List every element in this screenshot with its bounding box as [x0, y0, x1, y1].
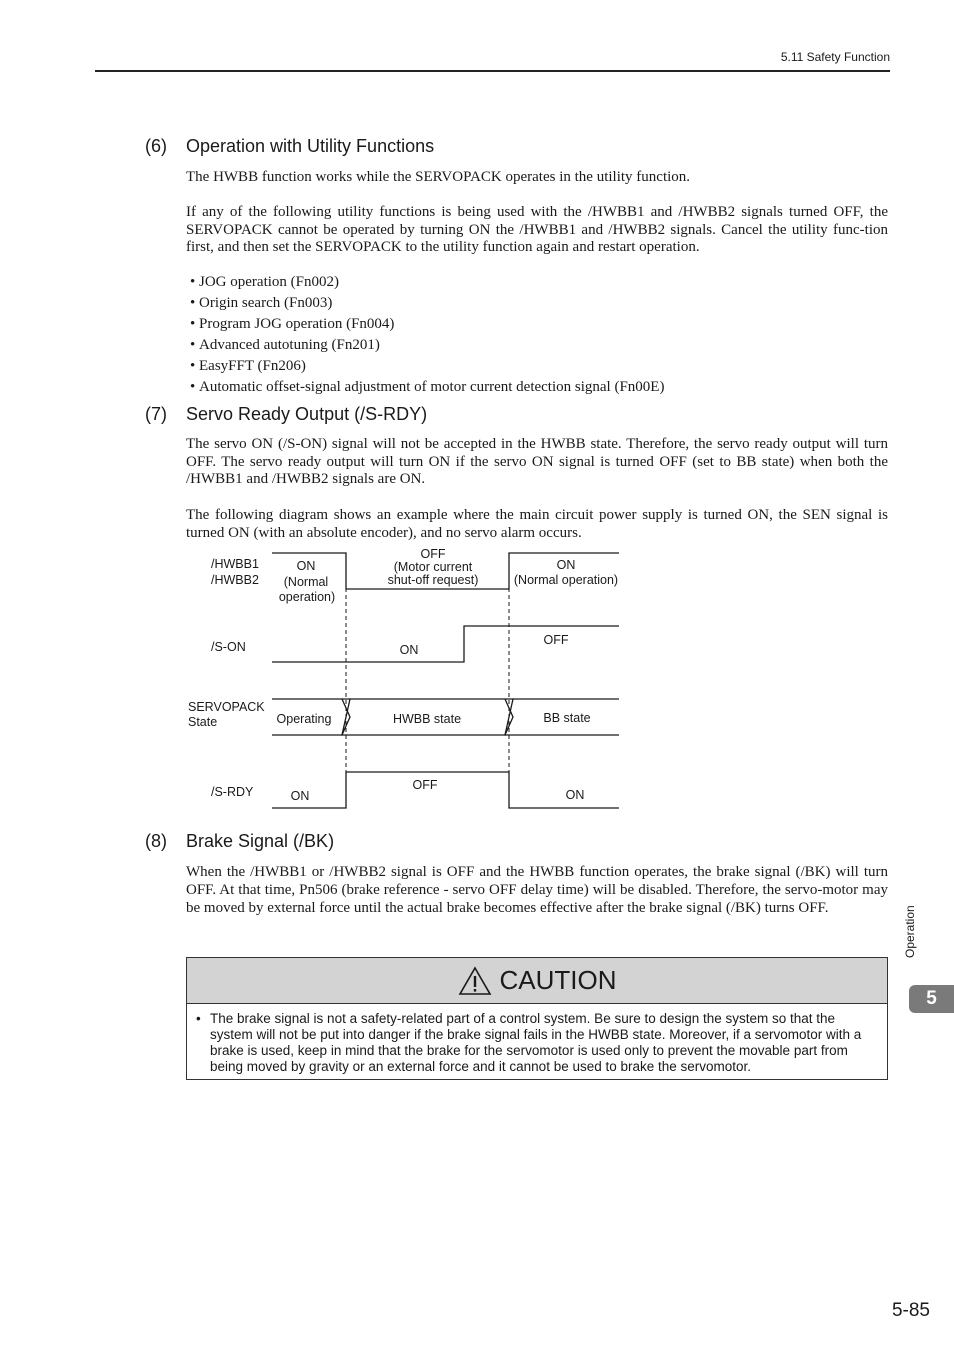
hwbb-off-text: (Motor current [393, 560, 473, 574]
srdy-on2-text: ON [565, 788, 585, 802]
son-off-text: OFF [543, 633, 569, 647]
state-label-1: SERVOPACK [188, 700, 265, 714]
hwbb-on-text: (Normal [283, 575, 329, 589]
page-number: 5-85 [891, 1300, 930, 1321]
warning-triangle-icon [458, 966, 492, 996]
hwbb-on2-text: ON [556, 558, 576, 572]
srdy-on-text: ON [290, 789, 310, 803]
list-item: • JOG operation (Fn002) [190, 272, 664, 293]
chapter-tab: 5 [909, 985, 954, 1013]
timing-diagram [180, 545, 630, 815]
section-8-number: (8) [145, 831, 167, 851]
section-6-heading [145, 136, 434, 157]
section-8-heading [145, 831, 334, 852]
section-7-title: Servo Ready Output (/S-RDY) [186, 404, 428, 424]
hwbb-on-text: ON [296, 559, 316, 573]
srdy-off-text: OFF [412, 778, 438, 792]
list-item: • Origin search (Fn003) [190, 293, 664, 314]
caution-box [186, 957, 888, 1080]
utility-function-list [190, 272, 664, 398]
section-7-para-1: The servo ON (/S-ON) signal will not be accepted in the HWBB state. Therefore, the servo ready output will turn OFF. The servo ready output will turn ON if the servo ON signal is turned OFF (set to BB state) when both the /HWBB1 and /HWBB2 signals are ON. [186, 436, 888, 487]
section-6-para-2: If any of the following utility functions is being used with the /HWBB1 and /HWBB2 signals turned OFF, the SERVOPACK cannot be operated by turning ON the /HWBB1 and /HWBB2 signals. Cancel the utility func-tion first, and then set the SERVOPACK to the utility function again and restart operation. [186, 204, 888, 255]
hwbb-label-2: /HWBB2 [211, 573, 259, 587]
section-6-para-1: The HWBB function works while the SERVOPACK operates in the utility function. [186, 169, 691, 185]
section-6-number: (6) [145, 136, 167, 156]
son-label: /S-ON [211, 640, 246, 654]
son-on-text: ON [399, 643, 419, 657]
caution-title: CAUTION [499, 965, 617, 995]
section-7-number: (7) [145, 404, 167, 424]
hwbb-off-text: OFF [420, 547, 446, 561]
list-item: • Automatic offset-signal adjustment of motor current detection signal (Fn00E) [190, 377, 664, 398]
caution-header [187, 958, 887, 1004]
hwbb-on2-text: (Normal operation) [513, 573, 619, 587]
list-item: • Advanced autotuning (Fn201) [190, 335, 664, 356]
hwbb-off-text: shut-off request) [387, 573, 479, 587]
list-item: • EasyFFT (Fn206) [190, 356, 664, 377]
state-label-2: State [188, 715, 218, 729]
hwbb-on-text: operation) [278, 590, 336, 604]
srdy-label: /S-RDY [211, 785, 254, 799]
section-6-title: Operation with Utility Functions [186, 136, 435, 156]
state-bb-text: BB state [543, 711, 591, 725]
section-7-para-2: The following diagram shows an example where the main circuit power supply is turned ON, the SEN signal is turned ON (with an absolute encoder), and no servo alarm occurs. [186, 507, 888, 541]
caution-text: The brake signal is not a safety-related part of a control system. Be sure to design the system so that the system will not be put into danger if the brake signal fails in the HWBB state. Moreover, if a servomotor with a brake is used, keep in mind that the brake for the servomotor is used only to prevent the movable part from being moved by gravity or an external force and it cannot be used to brake the servomotor. [210, 1011, 862, 1074]
bullet-dot: • [196, 1011, 201, 1026]
header-rule [95, 70, 890, 72]
section-8-title: Brake Signal (/BK) [186, 831, 335, 851]
running-header: 5.11 Safety Function [780, 50, 890, 64]
list-item: • Program JOG operation (Fn004) [190, 314, 664, 335]
chapter-side-label: Operation [903, 905, 917, 958]
state-operating-text: Operating [276, 712, 332, 726]
state-hwbb-text: HWBB state [392, 712, 462, 726]
caution-body [187, 1004, 887, 1075]
section-7-heading [145, 404, 427, 425]
section-8-para-1: When the /HWBB1 or /HWBB2 signal is OFF and the HWBB function operates, the brake signal (/BK) will turn OFF. At that time, Pn506 (brake reference - servo OFF delay time) will be disabled. Therefore, the servo-motor may be moved by external force until the actual brake becomes effective after the brake signal (/BK) turns OFF. [186, 864, 888, 916]
hwbb-label-1: /HWBB1 [211, 557, 259, 571]
